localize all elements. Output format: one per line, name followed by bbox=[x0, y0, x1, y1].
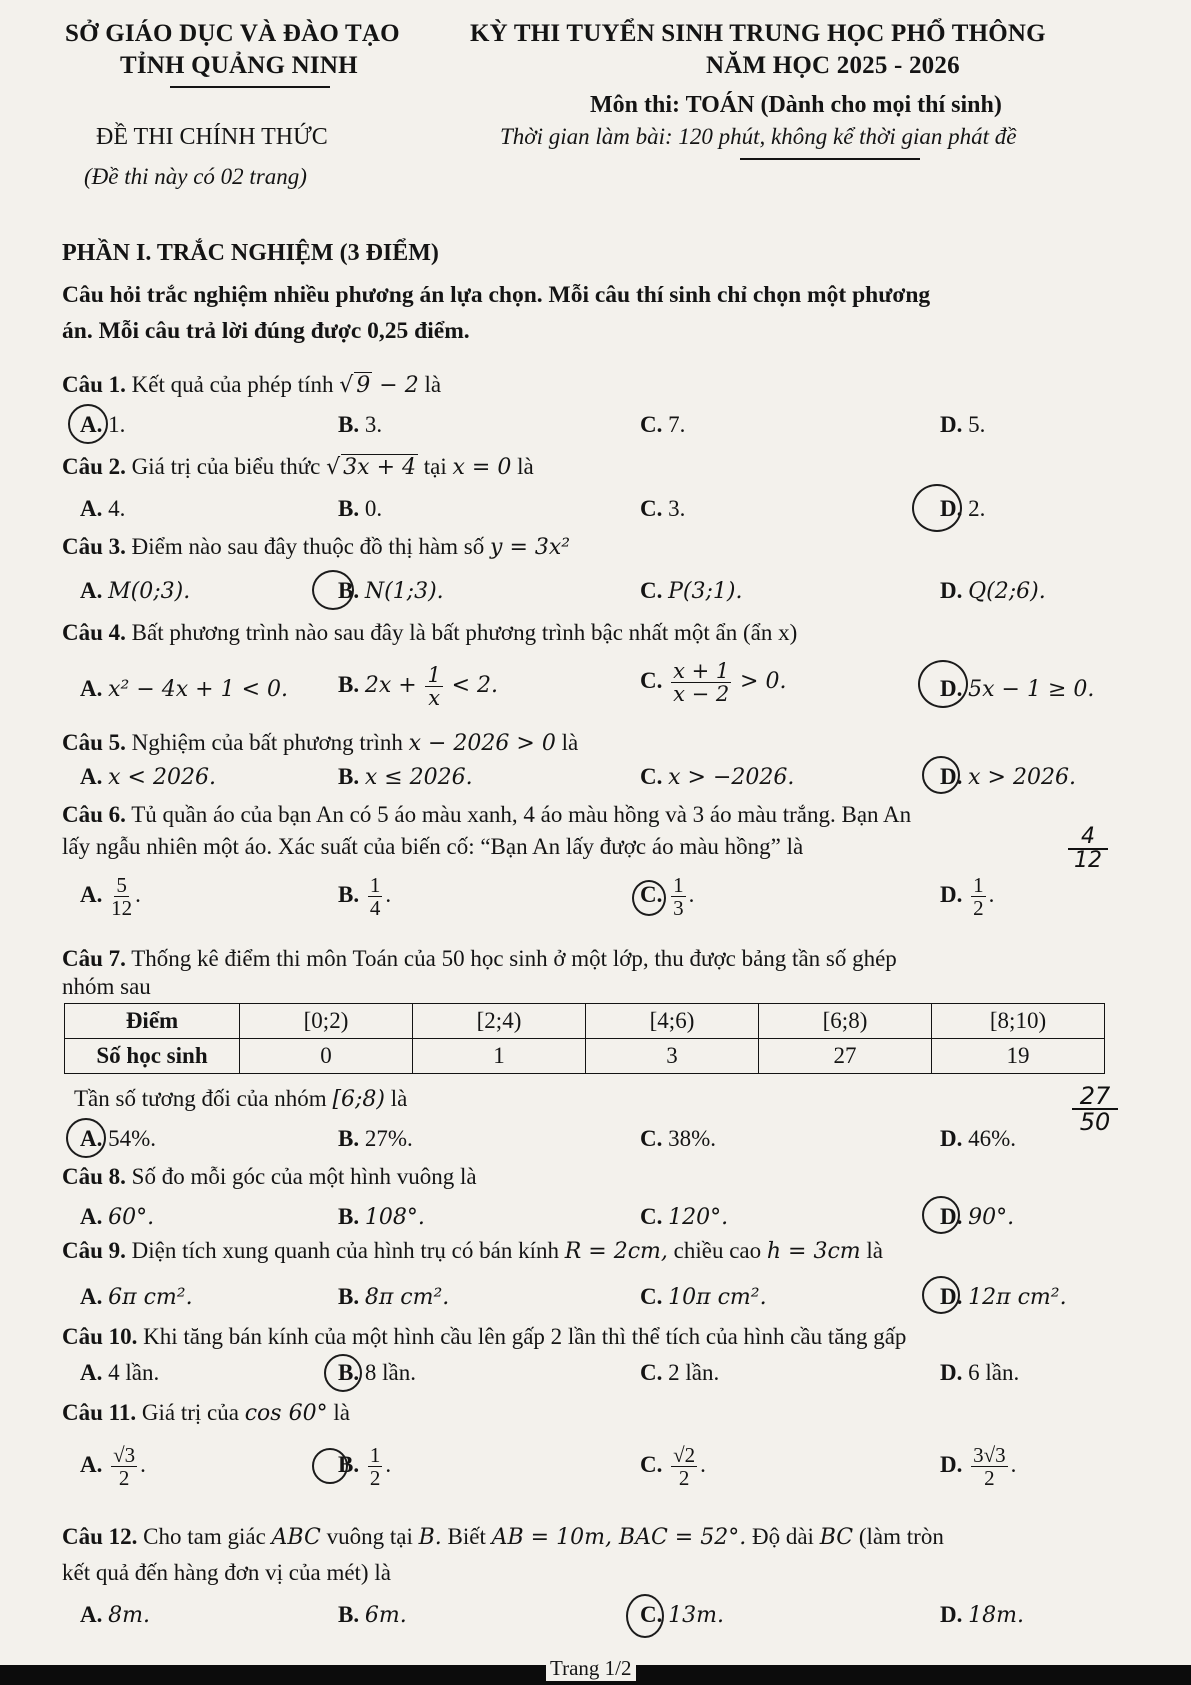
option-8a[interactable]: A. 60°. bbox=[80, 1204, 155, 1230]
math-side: BC bbox=[819, 1525, 854, 1550]
question-10 bbox=[62, 1324, 906, 1350]
header-left-underline bbox=[170, 86, 330, 88]
question-number: Câu 9. bbox=[62, 1238, 126, 1263]
question-text: Kết quả của phép tính bbox=[131, 372, 334, 397]
exam-title: KỲ THI TUYỂN SINH TRUNG HỌC PHỔ THÔNG bbox=[470, 20, 1046, 47]
option-9b[interactable]: B. 8π cm². bbox=[338, 1284, 450, 1310]
table-header-cell: Số học sinh bbox=[65, 1039, 240, 1074]
table-cell: [0;2) bbox=[240, 1004, 413, 1039]
option-12a[interactable]: A. 8m. bbox=[80, 1602, 150, 1628]
table-cell: [8;10) bbox=[932, 1004, 1105, 1039]
selected-answer-mark bbox=[632, 880, 666, 916]
section-title: PHẦN I. TRẮC NGHIỆM (3 ĐIỂM) bbox=[62, 240, 439, 266]
option-10c[interactable]: C. 2 lần. bbox=[640, 1360, 720, 1385]
question-text: Giá trị của bbox=[141, 1400, 239, 1425]
question-text-line-1: Thống kê điểm thi môn Toán của 50 học sinh ở một lớp, thu được bảng tần số ghép bbox=[131, 946, 897, 971]
option-7a[interactable]: A. 54%. bbox=[80, 1126, 157, 1151]
table-cell: [4;6) bbox=[586, 1004, 759, 1039]
option-3c[interactable]: C. P(3;1). bbox=[640, 578, 743, 604]
option-4a[interactable]: A. x² − 4x + 1 < 0. bbox=[80, 676, 289, 702]
option-10b[interactable]: B. 8 lần. bbox=[338, 1360, 416, 1385]
option-6b[interactable]: B. $\frac{1}{4}$ . bbox=[338, 873, 392, 921]
table-cell: 3 bbox=[586, 1039, 759, 1074]
option-11a[interactable]: A. $\frac{√3}{2}$ . bbox=[80, 1443, 146, 1491]
selected-answer-mark bbox=[324, 1354, 362, 1392]
selected-answer-mark bbox=[312, 570, 354, 610]
table-row bbox=[65, 1004, 1105, 1039]
handwritten-fraction: 27 50 bbox=[1072, 1084, 1118, 1134]
selected-answer-mark bbox=[68, 404, 108, 444]
question-5 bbox=[62, 730, 578, 756]
table-cell: [2;4) bbox=[413, 1004, 586, 1039]
option-8d[interactable]: D. 90°. bbox=[940, 1204, 1015, 1230]
question-6 bbox=[62, 802, 1142, 828]
question-11 bbox=[62, 1400, 350, 1426]
option-12d[interactable]: D. 18m. bbox=[940, 1602, 1024, 1628]
selected-answer-mark bbox=[66, 1118, 106, 1158]
question-number: Câu 4. bbox=[62, 620, 126, 645]
question-number: Câu 8. bbox=[62, 1164, 126, 1189]
option-1c[interactable]: C. 7. bbox=[640, 412, 686, 437]
header-right-underline bbox=[740, 158, 920, 160]
option-5b[interactable]: B. x ≤ 2026. bbox=[338, 764, 473, 790]
question-text: Nghiệm của bất phương trình bbox=[131, 730, 403, 755]
question-4 bbox=[62, 620, 797, 646]
math-condition: x = 0 bbox=[452, 455, 512, 480]
question-text-line-1: Tủ quần áo của bạn An có 5 áo màu xanh, 4 áo màu hồng và 3 áo màu trắng. Bạn An bbox=[131, 802, 912, 827]
time-line: Thời gian làm bài: 120 phút, không kể thời gian phát đề bbox=[500, 124, 1017, 149]
option-9d[interactable]: D. 12π cm². bbox=[940, 1284, 1067, 1310]
option-6c[interactable]: C. $\frac{1}{3}$ . bbox=[640, 873, 695, 921]
question-text: vuông tại bbox=[326, 1524, 413, 1549]
option-10a[interactable]: A. 4 lần. bbox=[80, 1360, 160, 1385]
option-1a[interactable]: A. 1. bbox=[80, 412, 126, 437]
page-number: Trang 1/2 bbox=[546, 1656, 636, 1681]
selected-answer-mark bbox=[918, 660, 968, 708]
math-radius: R = 2cm, bbox=[564, 1239, 668, 1264]
option-4d[interactable]: D. 5x − 1 ≥ 0. bbox=[940, 676, 1095, 702]
math-expression: cos 60° bbox=[244, 1401, 328, 1426]
subject-line: Môn thi: TOÁN (Dành cho mọi thí sinh) bbox=[590, 92, 1002, 118]
math-expression: y = 3x² bbox=[490, 535, 571, 560]
table-cell: 0 bbox=[240, 1039, 413, 1074]
question-2 bbox=[62, 454, 534, 480]
pages-note: (Đề thi này có 02 trang) bbox=[84, 164, 307, 189]
question-8 bbox=[62, 1164, 477, 1190]
option-11c[interactable]: C. $\frac{√2}{2}$ . bbox=[640, 1443, 706, 1491]
option-11b[interactable]: B. $\frac{1}{2}$ . bbox=[338, 1443, 392, 1491]
option-11d[interactable]: D. $\frac{3√3}{2}$ . bbox=[940, 1443, 1017, 1491]
question-end: là bbox=[517, 454, 534, 479]
table-cell: 19 bbox=[932, 1039, 1105, 1074]
option-4c[interactable]: C. $\frac{x + 1}{x - 2}$ > 0. bbox=[640, 659, 787, 707]
question-text: Tần số tương đối của nhóm bbox=[74, 1086, 327, 1111]
question-text: Bất phương trình nào sau đây là bất phương trình bậc nhất một ẩn (ẩn x) bbox=[131, 620, 798, 645]
math-height: h = 3cm bbox=[766, 1239, 861, 1264]
question-text: Khi tăng bán kính của một hình cầu lên gấp 2 lần thì thể tích của hình cầu tăng gấp bbox=[143, 1324, 907, 1349]
instruction-line-2: án. Mỗi câu trả lời đúng được 0,25 điểm. bbox=[62, 318, 470, 344]
question-end: là bbox=[561, 730, 579, 755]
math-expression: √ 3x + 4 bbox=[326, 455, 416, 480]
question-mid: tại bbox=[423, 454, 447, 479]
selected-answer-mark bbox=[922, 756, 960, 794]
option-2d[interactable]: D. 2. bbox=[940, 496, 986, 521]
question-1 bbox=[62, 372, 441, 398]
option-2a[interactable]: A. 4. bbox=[80, 496, 126, 521]
question-text-line-2: nhóm sau bbox=[62, 974, 151, 999]
question-number: Câu 1. bbox=[62, 372, 126, 397]
option-3b[interactable]: B. N(1;3). bbox=[338, 578, 444, 604]
question-text: Điểm nào sau đây thuộc đồ thị hàm số bbox=[131, 534, 485, 559]
question-number: Câu 6. bbox=[62, 802, 126, 827]
frequency-table bbox=[64, 1003, 1105, 1074]
option-1b[interactable]: B. 3. bbox=[338, 412, 383, 437]
question-number: Câu 2. bbox=[62, 454, 126, 479]
table-cell: 27 bbox=[759, 1039, 932, 1074]
math-expression: √ 9 − 2 bbox=[339, 373, 419, 398]
option-9c[interactable]: C. 10π cm². bbox=[640, 1284, 767, 1310]
question-number: Câu 5. bbox=[62, 730, 126, 755]
option-3a[interactable]: A. M(0;3). bbox=[80, 578, 191, 604]
table-header-cell: Điểm bbox=[65, 1004, 240, 1039]
option-5c[interactable]: C. x > −2026. bbox=[640, 764, 795, 790]
question-text: Độ dài bbox=[751, 1524, 814, 1549]
question-number: Câu 10. bbox=[62, 1324, 138, 1349]
math-expression: [6;8) bbox=[332, 1087, 386, 1112]
question-end: là bbox=[390, 1086, 408, 1111]
question-text: Số đo mỗi góc của một hình vuông là bbox=[131, 1164, 477, 1189]
question-end: là bbox=[333, 1400, 350, 1425]
option-7d[interactable]: D. 46%. bbox=[940, 1126, 1017, 1151]
option-2b[interactable]: B. 0. bbox=[338, 496, 383, 521]
school-year: NĂM HỌC 2025 - 2026 bbox=[706, 52, 960, 79]
option-7c[interactable]: C. 38%. bbox=[640, 1126, 717, 1151]
question-7 bbox=[62, 946, 1142, 972]
option-8c[interactable]: C. 120°. bbox=[640, 1204, 729, 1230]
table-cell: 1 bbox=[413, 1039, 586, 1074]
selected-answer-mark bbox=[626, 1594, 664, 1638]
option-12b[interactable]: B. 6m. bbox=[338, 1602, 407, 1628]
option-1d[interactable]: D. 5. bbox=[940, 412, 986, 437]
question-end: là bbox=[424, 372, 442, 397]
selected-answer-mark bbox=[922, 1276, 960, 1314]
table-cell: [6;8) bbox=[759, 1004, 932, 1039]
selected-answer-mark bbox=[912, 484, 962, 532]
option-10d[interactable]: D. 6 lần. bbox=[940, 1360, 1020, 1385]
math-expression: x − 2026 > 0 bbox=[408, 731, 556, 756]
question-text-line-2: lấy ngẫu nhiên một áo. Xác suất của biến cố: “Bạn An lấy được áo màu hồng” là bbox=[62, 834, 804, 859]
option-9a[interactable]: A. 6π cm². bbox=[80, 1284, 193, 1310]
option-2c[interactable]: C. 3. bbox=[640, 496, 686, 521]
instruction-line-1: Câu hỏi trắc nghiệm nhiều phương án lựa chọn. Mỗi câu thí sinh chỉ chọn một phương bbox=[62, 282, 931, 308]
official-label: ĐỀ THI CHÍNH THỨC bbox=[96, 124, 328, 150]
option-8b[interactable]: B. 108°. bbox=[338, 1204, 425, 1230]
selected-answer-mark bbox=[922, 1196, 960, 1234]
question-9 bbox=[62, 1238, 883, 1264]
question-text: Cho tam giác bbox=[143, 1524, 266, 1549]
question-text: Giá trị của biểu thức bbox=[131, 454, 321, 479]
math-given: AB = 10m, BAC = 52°. bbox=[491, 1525, 747, 1550]
question-12 bbox=[62, 1524, 1142, 1550]
question-mid: chiều cao bbox=[673, 1238, 762, 1263]
question-7-ask bbox=[74, 1086, 407, 1112]
question-text: (làm tròn bbox=[858, 1524, 944, 1549]
question-text: Biết bbox=[447, 1524, 486, 1549]
question-end: là bbox=[866, 1238, 884, 1263]
question-text: Diện tích xung quanh của hình trụ có bán kính bbox=[131, 1238, 559, 1263]
question-number: Câu 7. bbox=[62, 946, 126, 971]
province-name: TỈNH QUẢNG NINH bbox=[120, 52, 358, 79]
option-6d[interactable]: D. $\frac{1}{2}$ . bbox=[940, 873, 995, 921]
option-12c[interactable]: C. 13m. bbox=[640, 1602, 724, 1628]
department-name: SỞ GIÁO DỤC VÀ ĐÀO TẠO bbox=[65, 20, 400, 47]
option-7b[interactable]: B. 27%. bbox=[338, 1126, 413, 1151]
handwritten-fraction: 4 12 bbox=[1068, 826, 1108, 872]
question-number: Câu 12. bbox=[62, 1524, 138, 1549]
math-triangle: ABC bbox=[271, 1525, 321, 1550]
option-5a[interactable]: A. x < 2026. bbox=[80, 764, 216, 790]
option-6a[interactable]: A. $\frac{5}{12}$ . bbox=[80, 873, 141, 921]
question-number: Câu 11. bbox=[62, 1400, 137, 1425]
question-number: Câu 3. bbox=[62, 534, 126, 559]
option-5d[interactable]: D. x > 2026. bbox=[940, 764, 1076, 790]
question-3 bbox=[62, 534, 570, 560]
table-row bbox=[65, 1039, 1105, 1074]
option-3d[interactable]: D. Q(2;6). bbox=[940, 578, 1046, 604]
math-vertex: B. bbox=[418, 1525, 442, 1550]
option-4b[interactable]: B. 2x + $\frac{1}{x}$ < 2. bbox=[338, 663, 498, 711]
selected-answer-mark bbox=[312, 1448, 348, 1484]
question-text-line-2: kết quả đến hàng đơn vị của mét) là bbox=[62, 1560, 391, 1585]
